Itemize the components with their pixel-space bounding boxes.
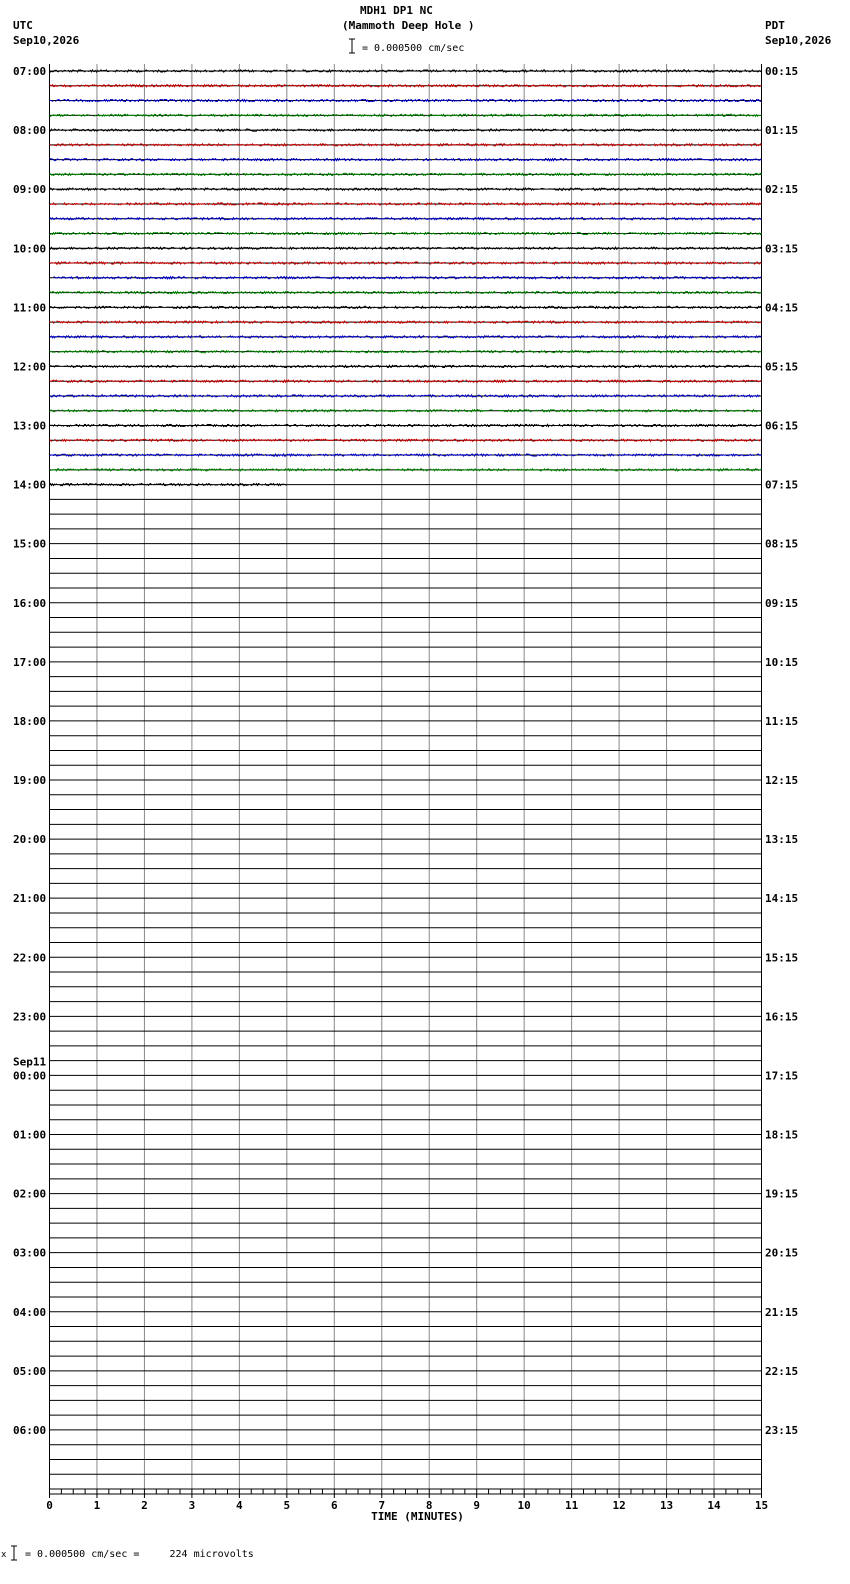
hour-label-right: 19:15: [765, 1187, 799, 1201]
hour-label-left: 17:00: [13, 655, 47, 669]
trace-row: [50, 129, 762, 131]
x-tick-label: 12: [612, 1499, 626, 1512]
hour-label-left: 13:00: [13, 419, 47, 433]
hour-label-right: 11:15: [765, 714, 799, 728]
left-date: Sep10,2026: [13, 34, 80, 47]
hour-label-right: 02:15: [765, 183, 799, 197]
trace-row: [50, 484, 287, 486]
hour-label-left: 21:00: [13, 892, 47, 906]
hour-label-right: 16:15: [765, 1010, 799, 1024]
hour-label-left: 08:00: [13, 124, 47, 138]
x-tick-label: 15: [754, 1499, 769, 1512]
hour-label-left: 18:00: [13, 714, 47, 728]
trace-row: [50, 306, 762, 308]
x-tick-label: 14: [707, 1499, 721, 1512]
right-timezone: PDT: [765, 19, 785, 32]
hour-label-right: 03:15: [765, 242, 799, 256]
hour-label-right: 10:15: [765, 655, 799, 669]
hour-label-left: 16:00: [13, 596, 47, 610]
x-tick-label: 13: [659, 1499, 674, 1512]
date-change-label: Sep11: [13, 1055, 47, 1069]
hour-label-left: 09:00: [13, 183, 47, 197]
x-tick-label: 9: [473, 1499, 481, 1512]
trace-row: [50, 439, 761, 441]
hour-label-right: 05:15: [765, 360, 799, 374]
hour-label-left: 00:00: [13, 1069, 47, 1083]
hour-label-right: 06:15: [765, 419, 799, 433]
hour-label-right: 13:15: [765, 833, 799, 847]
hour-label-left: 22:00: [13, 951, 47, 965]
trace-row: [54, 277, 762, 279]
hour-label-left: 07:00: [13, 65, 47, 78]
hour-label-left: 23:00: [13, 1010, 47, 1024]
hour-label-right: 22:15: [765, 1364, 799, 1378]
left-timezone: UTC: [13, 19, 33, 32]
right-date: Sep10,2026: [765, 34, 832, 47]
hour-label-right: 01:15: [765, 124, 799, 138]
hour-label-right: 00:15: [765, 65, 799, 78]
hour-label-right: 08:15: [765, 537, 799, 551]
footer-scale-bar-icon: [10, 1545, 18, 1561]
x-tick-label: 8: [425, 1499, 433, 1512]
hour-label-left: 01:00: [13, 1128, 47, 1142]
station-location: (Mammoth Deep Hole ): [342, 19, 475, 32]
hour-label-left: 02:00: [13, 1187, 47, 1201]
x-tick-label: 6: [330, 1499, 338, 1512]
x-tick-label: 11: [565, 1499, 579, 1512]
hour-label-right: 18:15: [765, 1128, 799, 1142]
hour-label-left: 03:00: [13, 1246, 47, 1260]
hour-label-left: 10:00: [13, 242, 47, 256]
hour-label-left: 14:00: [13, 478, 47, 492]
x-tick-label: 0: [46, 1499, 53, 1512]
x-axis-label: TIME (MINUTES): [371, 1510, 464, 1523]
hour-label-left: 11:00: [13, 301, 47, 315]
hour-label-right: 14:15: [765, 892, 799, 906]
hour-label-right: 17:15: [765, 1069, 799, 1083]
hour-label-right: 04:15: [765, 301, 799, 315]
hour-label-left: 04:00: [13, 1305, 47, 1319]
hour-label-left: 15:00: [13, 537, 47, 551]
hour-label-right: 23:15: [765, 1423, 799, 1437]
hour-label-left: 20:00: [13, 833, 47, 847]
x-tick-label: 5: [283, 1499, 291, 1512]
scale-label: = 0.000500 cm/sec: [362, 43, 465, 54]
x-tick-label: 7: [378, 1499, 386, 1512]
x-tick-label: 2: [141, 1499, 148, 1512]
x-tick-label: 1: [93, 1499, 101, 1512]
footer-marker: x: [1, 1550, 7, 1560]
trace-row: [50, 336, 762, 338]
hour-label-right: 15:15: [765, 951, 799, 965]
hour-label-right: 07:15: [765, 478, 799, 492]
hour-label-right: 21:15: [765, 1305, 799, 1319]
station-title: MDH1 DP1 NC: [360, 4, 433, 17]
footer-scale-text: = 0.000500 cm/sec = 224 microvolts: [25, 1549, 254, 1560]
x-tick-label: 4: [236, 1499, 243, 1512]
hour-label-left: 19:00: [13, 774, 47, 787]
trace-row: [50, 321, 762, 323]
hour-label-right: 09:15: [765, 596, 799, 610]
hour-label-right: 20:15: [765, 1246, 799, 1260]
hour-label-right: 12:15: [765, 774, 799, 787]
hour-label-left: 05:00: [13, 1364, 47, 1378]
trace-row: [50, 454, 762, 456]
x-tick-label: 10: [517, 1499, 531, 1512]
x-tick-label: 3: [188, 1499, 196, 1512]
hour-label-left: 12:00: [13, 360, 47, 374]
hour-label-left: 06:00: [13, 1423, 47, 1437]
